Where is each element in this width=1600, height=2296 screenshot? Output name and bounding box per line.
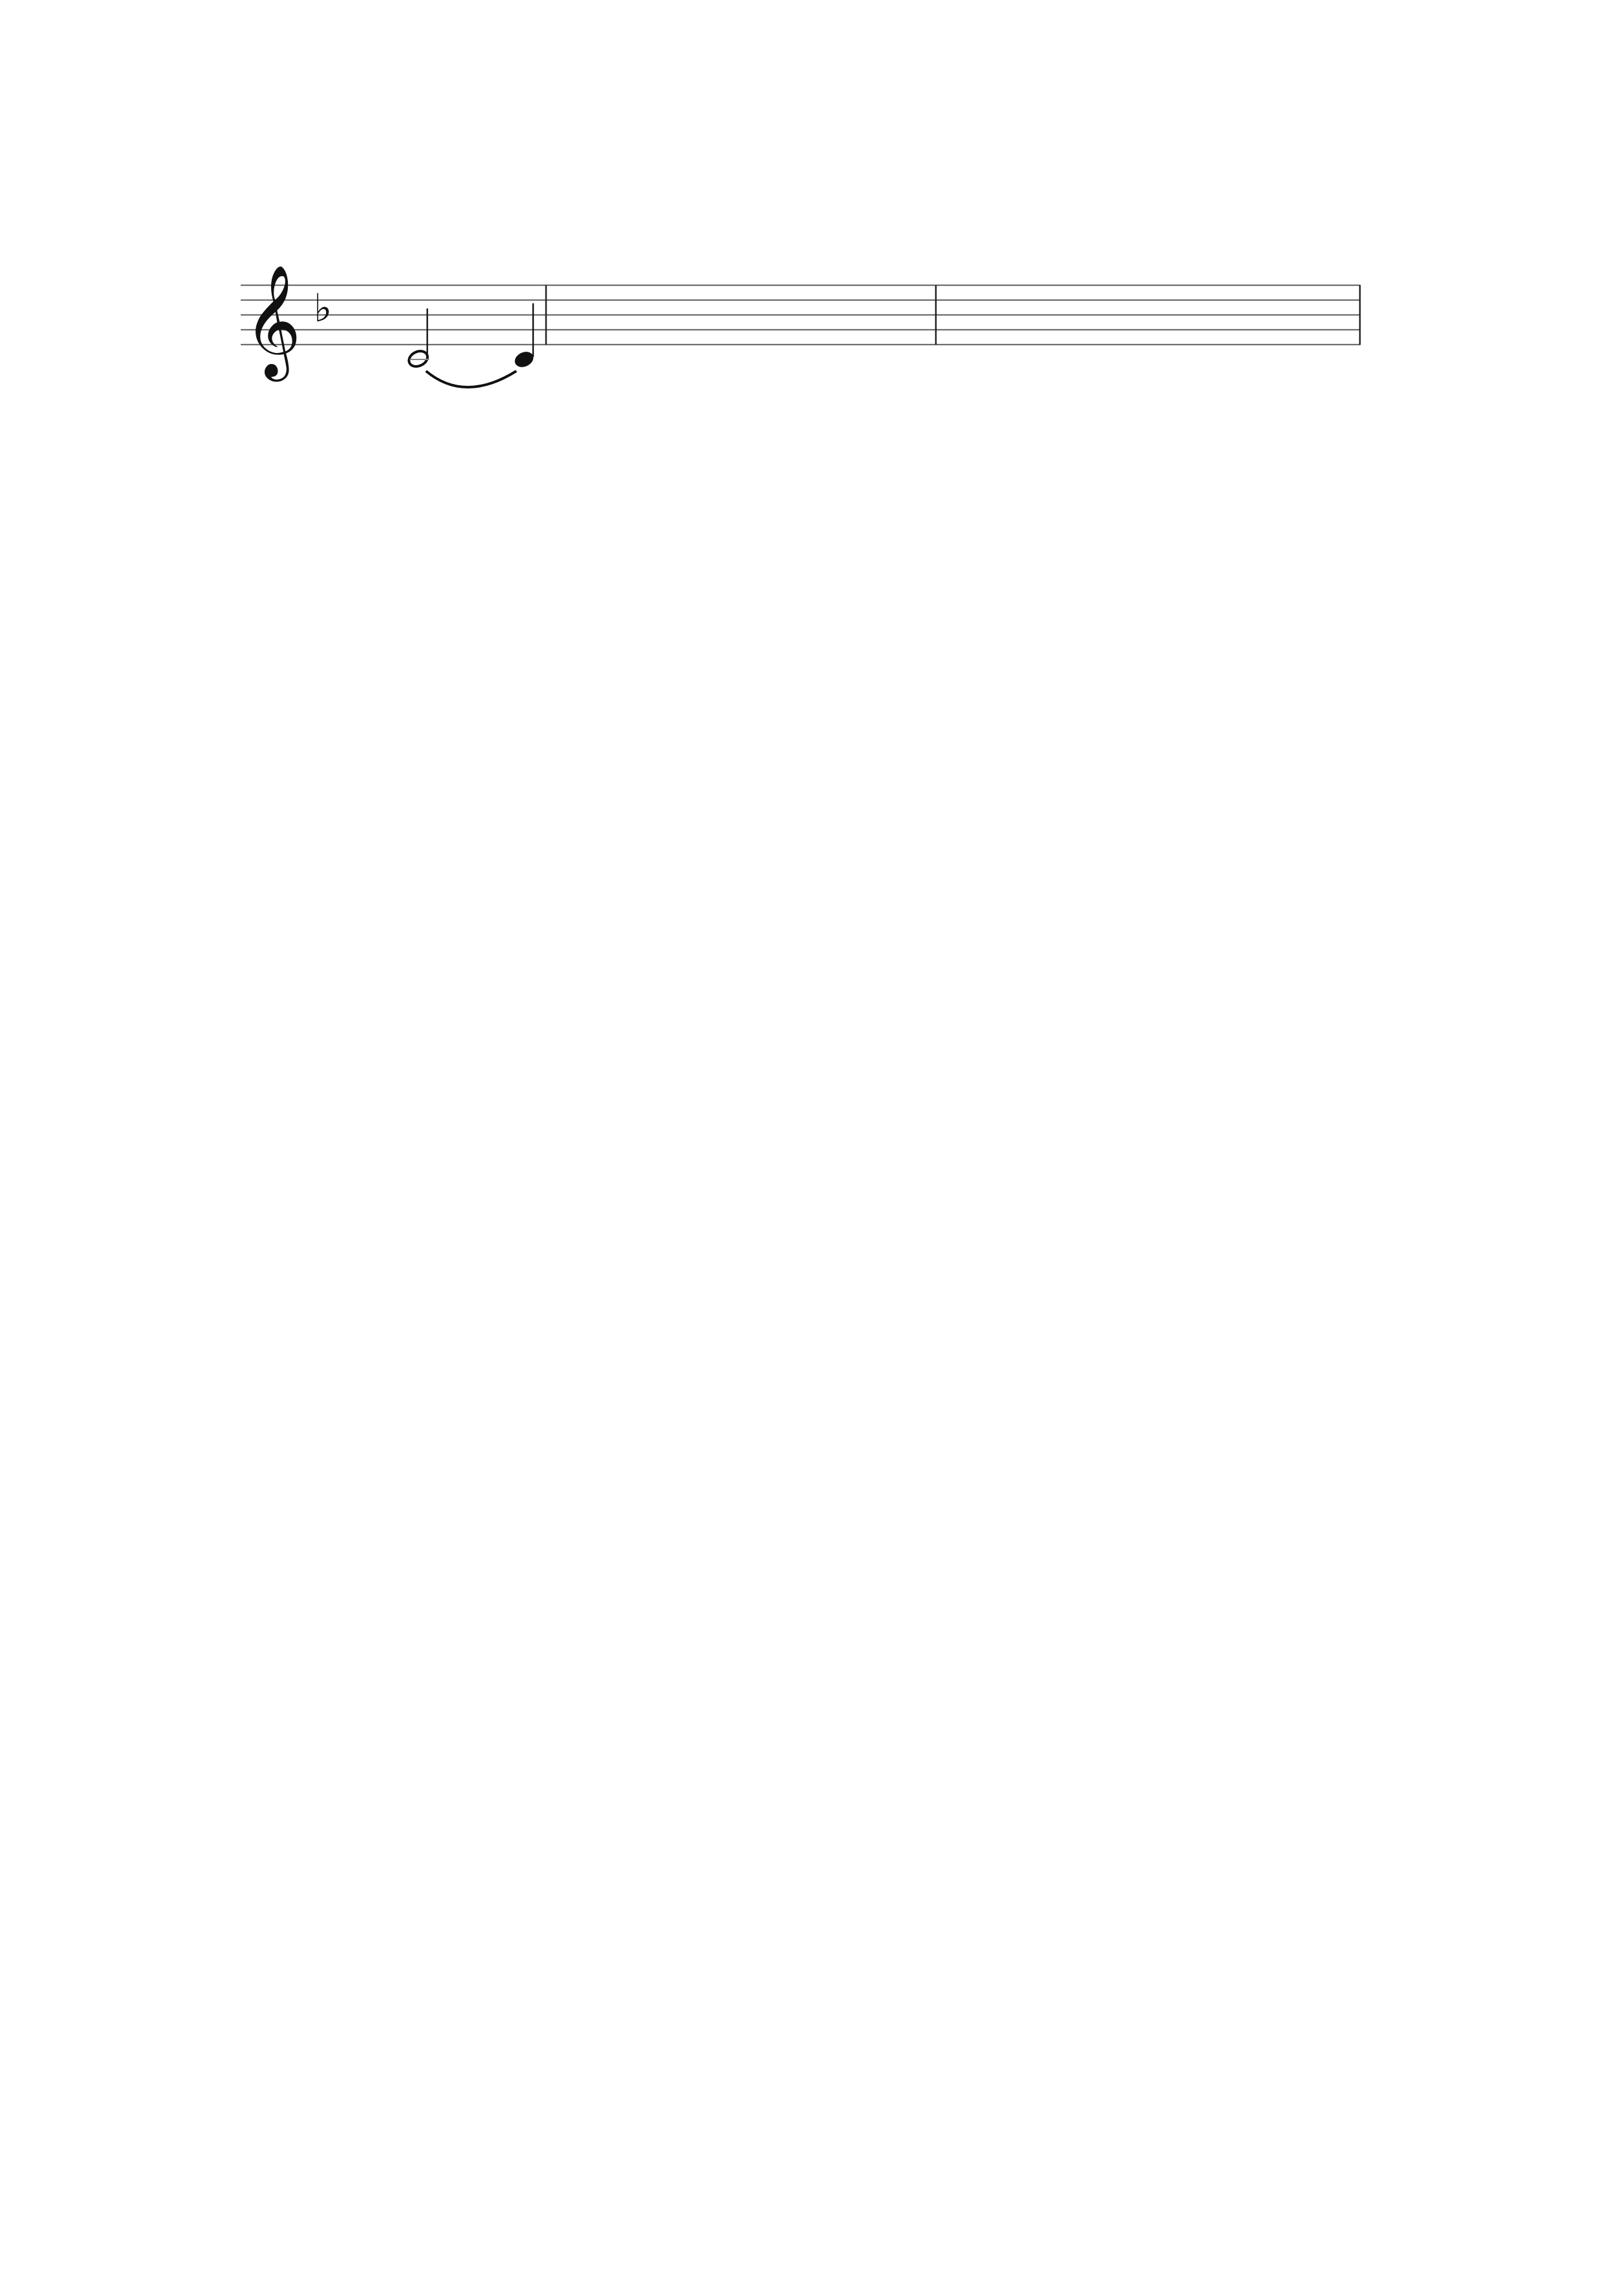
treble-clef-icon: 𝄞 bbox=[244, 265, 301, 377]
flat-icon: ♭ bbox=[314, 286, 332, 331]
staff-1 bbox=[0, 0, 1600, 452]
